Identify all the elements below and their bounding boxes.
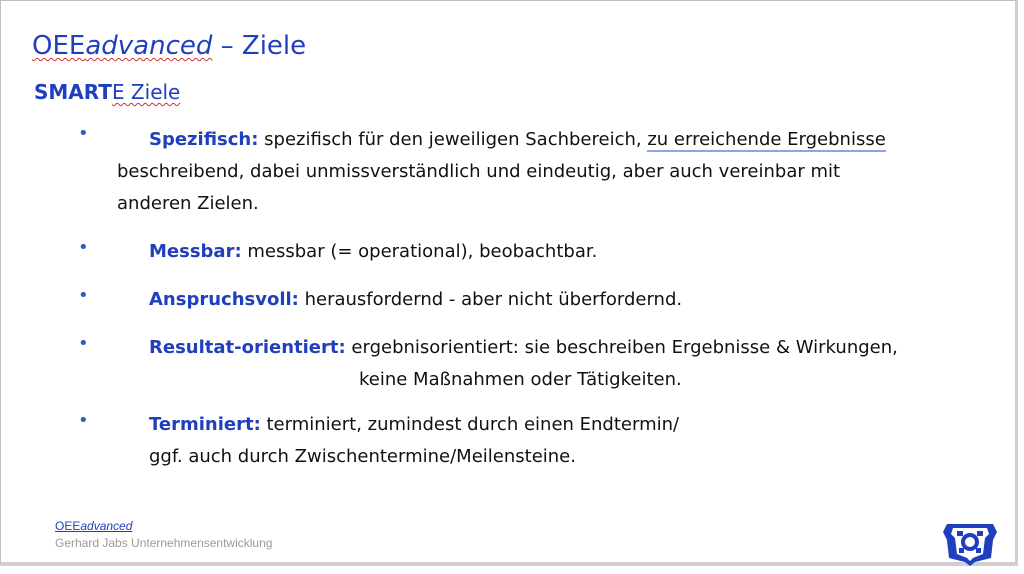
footer-company-name: Gerhard Jabs Unternehmensentwicklung (55, 536, 273, 550)
term-spezifisch: Spezifisch: (149, 129, 259, 150)
item-terminiert-line-1: Terminiert: terminiert, zumindest durch einen Endtermin/ (149, 414, 680, 435)
bullet-5: • (78, 410, 89, 431)
bullet-3: • (78, 285, 89, 306)
item-spezifisch-line-2: beschreibend, dabei unmissverständlich und eindeutig, aber auch vereinbar mit (117, 161, 841, 182)
item-resultat-orientiert-line-2: keine Maßnahmen oder Tätigkeiten. (359, 369, 682, 390)
item-spezifisch-line-1: Spezifisch: spezifisch für den jeweiligen Sachbereich, zu erreichende Ergebnisse (149, 129, 886, 150)
footer-brand-link[interactable]: OEEadvanced (55, 519, 133, 533)
item-messbar: Messbar: messbar (= operational), beobachtbar. (149, 241, 598, 262)
term-messbar: Messbar: (149, 241, 242, 262)
item-anspruchsvoll: Anspruchsvoll: herausfordernd - aber nicht überfordernd. (149, 289, 683, 310)
oee-logo-icon (939, 518, 1001, 566)
bullet-4: • (78, 333, 89, 354)
term-anspruchsvoll: Anspruchsvoll: (149, 289, 299, 310)
bullet-1: • (78, 123, 89, 144)
slide-subtitle: SMARTE Ziele (34, 80, 181, 104)
item-terminiert-line-2: ggf. auch durch Zwischentermine/Meilensteine. (149, 446, 576, 467)
term-terminiert: Terminiert: (149, 414, 261, 435)
term-resultat-orientiert: Resultat-orientiert: (149, 337, 346, 358)
slide-title: OEEadvanced – Ziele (32, 31, 307, 61)
item-resultat-orientiert-line-1: Resultat-orientiert: ergebnisorientiert: sie beschreiben Ergebnisse & Wirkungen, (149, 337, 898, 358)
bullet-2: • (78, 237, 89, 258)
item-spezifisch-line-3: anderen Zielen. (117, 193, 259, 214)
